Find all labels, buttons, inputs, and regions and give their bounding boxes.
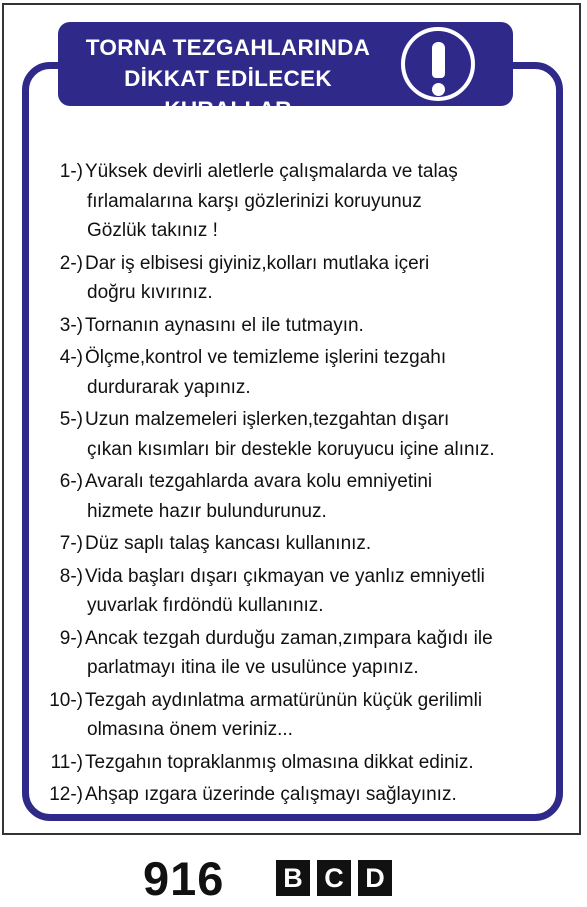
- rule-number: 8-): [59, 565, 83, 587]
- rule-number: 7-): [59, 533, 83, 554]
- rule-text-line: yuvarlak fırdöndü kullanınız.: [87, 595, 324, 616]
- rule-text-line: Ölçme,kontrol ve temizleme işlerini tezgahı: [85, 347, 447, 368]
- rule-number: 4-): [59, 347, 83, 368]
- rule-number: 1-): [59, 161, 83, 182]
- rule-item: [40, 624, 550, 683]
- rule-number: 6-): [59, 471, 83, 492]
- rule-item: [40, 405, 550, 464]
- exclamation-icon-dot: [432, 83, 445, 96]
- rule-text-line: Avaralı tezgahlarda avara kolu emniyetini: [85, 471, 433, 492]
- header-title: [58, 32, 398, 125]
- brand-badges: [276, 860, 392, 896]
- header-title-line-2: DİKKAT EDİLECEK KURALLAR: [124, 66, 332, 122]
- rule-number: 12-): [49, 784, 83, 805]
- rule-item: [40, 157, 550, 246]
- rule-number: 3-): [59, 314, 83, 336]
- rule-text-line: Tornanın aynasını el ile tutmayın.: [85, 314, 364, 336]
- rule-number: 9-): [59, 627, 83, 649]
- rule-text-line: olmasına önem veriniz...: [87, 719, 293, 740]
- rule-text-line: Yüksek devirli aletlerle çalışmalarda ve talaş: [85, 161, 458, 182]
- exclamation-icon: [397, 23, 479, 105]
- exclamation-icon-bar: [432, 42, 445, 78]
- rule-text-line: Uzun malzemeleri işlerken,tezgahtan dışarı: [85, 409, 450, 430]
- rule-text-line: durdurarak yapınız.: [87, 376, 251, 398]
- rule-item: [40, 529, 550, 559]
- product-code: 916: [143, 852, 225, 905]
- rule-text-line: Gözlük takınız !: [87, 220, 218, 241]
- rule-number: 11-): [50, 751, 83, 773]
- exclamation-icon-circle: [405, 31, 471, 97]
- rule-item: [40, 467, 550, 526]
- rule-text-line: Ancak tezgah durduğu zaman,zımpara kağıdı ile: [85, 627, 493, 649]
- rule-item: [40, 562, 550, 621]
- brand-badge-c: C: [317, 860, 351, 896]
- rule-number: 2-): [59, 252, 83, 274]
- rule-text-line: Dar iş elbisesi giyiniz,kolları mutlaka içeri: [85, 252, 430, 274]
- rule-text-line: Düz saplı talaş kancası kullanınız.: [85, 533, 372, 554]
- brand-badge-b: B: [276, 860, 310, 896]
- rule-number: 10-): [49, 689, 83, 711]
- rule-item: [40, 311, 550, 341]
- rule-item: [40, 686, 550, 745]
- brand-badge-d: D: [358, 860, 392, 896]
- rule-text-line: doğru kıvırınız.: [87, 282, 213, 303]
- rule-text-line: Ahşap ızgara üzerinde çalışmayı sağlayınız.: [85, 784, 457, 805]
- rule-item: [40, 780, 550, 810]
- rule-text-line: Tezgahın topraklanmış olmasına dikkat ediniz.: [85, 751, 474, 773]
- rule-text-line: fırlamalarına karşı gözlerinizi koruyunuz: [87, 190, 422, 212]
- rule-text-line: Vida başları dışarı çıkmayan ve yanlız emniyetli: [85, 565, 485, 587]
- rule-item: [40, 343, 550, 402]
- rules-list: [40, 157, 550, 813]
- rule-item: [40, 249, 550, 308]
- rule-number: 5-): [59, 409, 83, 430]
- rule-text-line: çıkan kısımları bir destekle koruyucu içine alınız.: [87, 438, 495, 460]
- rule-text-line: hizmete hazır bulundurunuz.: [87, 500, 327, 522]
- rule-text-line: Tezgah aydınlatma armatürünün küçük gerilimli: [85, 689, 483, 711]
- rule-item: [40, 748, 550, 778]
- rule-text-line: parlatmayı itina ile ve usulünce yapınız.: [87, 657, 419, 678]
- header-title-line-1: TORNA TEZGAHLARINDA: [85, 35, 371, 60]
